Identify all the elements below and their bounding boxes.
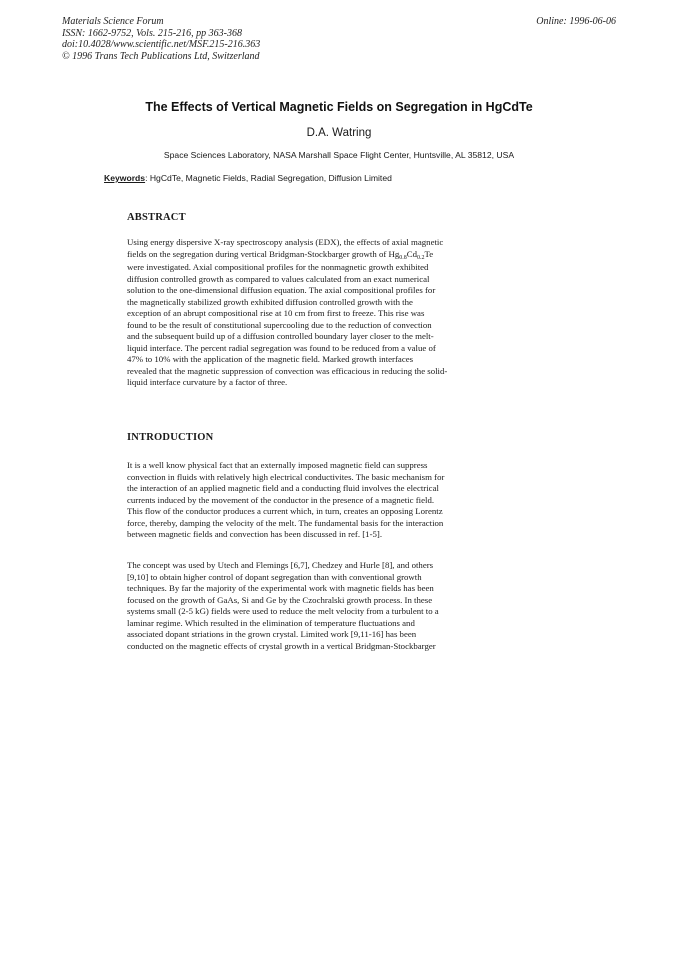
abstract-line: solution to the one-dimensional diffusion equation. The axial compositional profiles for [127,285,436,295]
author-name: D.A. Watring [306,127,372,139]
author-affiliation: Space Sciences Laboratory, NASA Marshall Space Flight Center, Huntsville, AL 35812, USA [163,150,515,160]
intro-line: the interaction of an applied magnetic field and a conducting fluid involves the electrical [127,483,439,493]
intro-line: convection in fluids with relatively high electrical conductivites. The basic mechanism for [127,471,445,482]
intro-line: The concept was used by Utech and Flemings [6,7], Chedzey and Hurle [8], and others [127,560,434,570]
intro-line: force, thereby, damping the velocity of the melt. The fundamental basis for the interaction [127,517,444,528]
doi-line[interactable]: doi:10.4028/www.scientific.net/MSF.215-216.363 [62,39,261,50]
abstract-line: revealed that the magnetic suppression of convection was efficacious in reducing the solid- [127,365,448,376]
formula-cd-sub: 0.2 [417,254,425,261]
formula-cd: Cd [406,248,418,259]
keywords-text: : HgCdTe, Magnetic Fields, Radial Segregation, Diffusion Limited [145,173,392,183]
abstract-line: Using energy dispersive X-ray spectroscopy analysis (EDX), the effects of axial magnetic [127,237,444,247]
abstract-line: the magnetically stabilized growth exhibited diffusion controlled growth with the [127,296,413,307]
abstract-line: and the subsequent build up of a diffusion controlled boundary layer closer to the melt- [127,331,434,341]
intro-line: focused on the growth of GaAs, Si and Ge by the Czochralski growth process. In these [127,594,433,605]
keywords-label: Keywords [104,173,146,183]
intro-line: currents induced by the movement of the conductor in the presence of a magnetic field. [127,494,435,505]
formula-te: Te [424,248,434,259]
abstract-line: 47% to 10% with the application of the magnetic field. Marked growth interfaces [127,354,414,364]
intro-line: This flow of the conductor produces a current which, in turn, creates an opposing Lorentz [127,506,443,516]
abstract-line: liquid interface curvature by a factor of three. [127,377,288,387]
journal-name: Materials Science Forum [62,16,164,27]
intro-line: [9,10] to obtain higher control of dopant segregation than with conventional growth [127,571,422,582]
intro-line: associated dopant striations in the grown crystal. Limited work [9,11-16] has been [127,629,417,639]
intro-line: techniques. By far the majority of the experimental work with magnetic fields has been [127,583,434,593]
journal-header [62,16,260,62]
intro-line: laminar regime. Which resulted in the elimination of temperature fluctuations and [127,617,415,628]
formula-hg-sub: 0.8 [399,254,407,261]
intro-line: between magnetic fields and convection has been discussed in ref. [1-5]. [127,529,383,539]
abstract-line: exception of an abrupt compositional rise at 10 cm from first to freeze. This rise was [127,308,425,318]
intro-line: It is a well know physical fact that an externally imposed magnetic field can suppress [127,460,428,470]
intro-line: conducted on the magnetic effects of crystal growth in a vertical Bridgman-Stockbarger [127,640,436,651]
abstract-heading: ABSTRACT [127,212,186,223]
abstract-line: found to be the result of constitutional supercooling due to the reduction of convection [127,319,432,330]
abstract-line: liquid interface. The percent radial segregation was found to be reduced from a value of [127,342,436,353]
paper-title: The Effects of Vertical Magnetic Fields on Segregation in HgCdTe [145,100,533,114]
abstract-body [127,237,551,389]
keywords-line [104,173,392,183]
abstract-line-formula: fields on the segregation during vertical Bridgman-Stockbarger growth of $Hg_{0.8}Cd_{0.2}Te$ [127,248,434,261]
copyright-line: © 1996 Trans Tech Publications Ltd, Switzerland [62,50,260,62]
abstract-line: diffusion controlled growth as compared to values calculated from an exact numerical [127,273,430,284]
online-date: Online: 1996-06-06 [536,16,616,27]
introduction-paragraph-2 [127,560,551,652]
intro-line: systems small (2-5 kG) fields were used to reduce the melt velocity from a turbulent to a [127,606,439,616]
introduction-paragraph-1 [127,460,551,541]
abstract-line: were investigated. Axial compositional profiles for the nonmagnetic growth exhibited [127,262,429,272]
introduction-heading: INTRODUCTION [127,432,214,443]
issn-line: ISSN: 1662-9752, Vols. 215-216, pp 363-368 [62,27,242,39]
